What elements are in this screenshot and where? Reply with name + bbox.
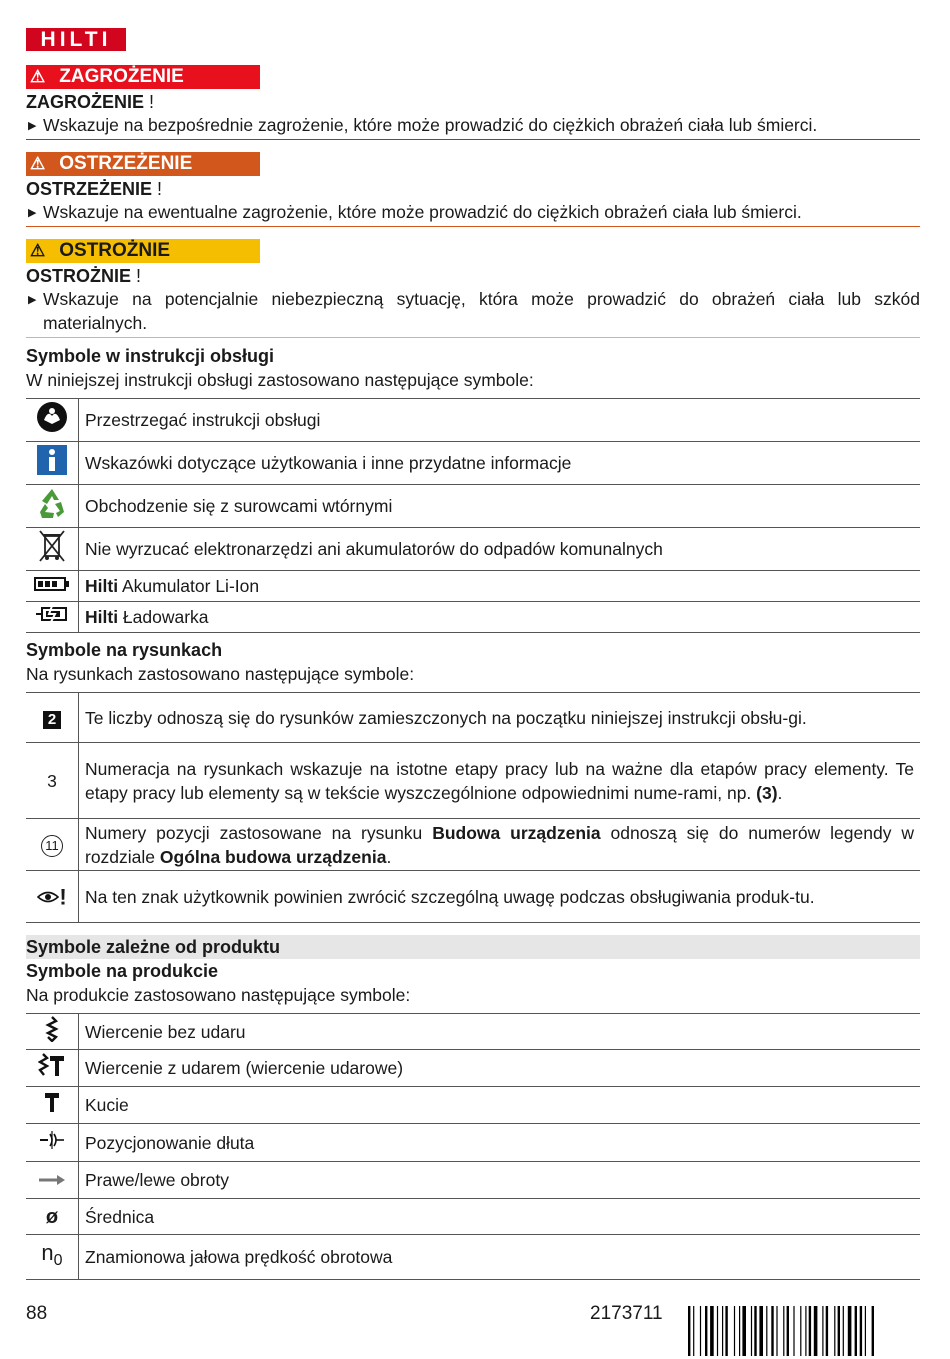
- figure-symbols-intro: Na rysunkach zastosowano następujące symbole:: [26, 664, 415, 684]
- caution-title: OSTROŻNIE !: [26, 266, 142, 286]
- table-row: [26, 528, 920, 571]
- product-symbols-heading: Symbole na produkcie: [26, 961, 219, 981]
- product-row-text: Pozycjonowanie dłuta: [79, 1124, 921, 1162]
- table-row: [26, 1235, 920, 1280]
- charger-icon: [26, 602, 79, 633]
- warning-triangle-icon: ⚠: [30, 154, 46, 173]
- recycle-icon: [26, 485, 79, 528]
- danger-divider: [26, 139, 920, 140]
- table-row: [26, 602, 920, 633]
- manual-symbols-intro: W niniejszej instrukcji obsługi zastosowano następujące symbole:: [26, 370, 534, 390]
- warning-banner: [26, 152, 260, 176]
- manual-row-text: Hilti Akumulator Li-Ion: [79, 571, 921, 602]
- product-row-text: Znamionowa jałowa prędkość obrotowa: [79, 1235, 921, 1280]
- manual-symbols-heading: Symbole w instrukcji obsługi: [26, 346, 275, 366]
- figure-symbols-section: [26, 638, 920, 923]
- danger-banner: [26, 65, 260, 89]
- product-row-text: Wiercenie z udarem (wiercenie udarowe): [79, 1050, 921, 1087]
- speed-icon: n0: [26, 1235, 79, 1280]
- product-row-text: Średnica: [79, 1199, 921, 1235]
- position-number-icon: 11: [26, 819, 79, 871]
- warning-triangle-icon: ⚠: [30, 67, 46, 86]
- warning-label: OSTRZEŻENIE: [59, 153, 193, 174]
- warning-divider: [26, 226, 920, 227]
- warning-title: OSTRZEŻENIE !: [26, 179, 163, 199]
- product-section-heading: Symbole zależne od produktu: [26, 935, 920, 959]
- danger-text: ▶ Wskazuje na bezpośrednie zagrożenie, które może prowadzić do ciężkich obrażeń ciała lub śmierci.: [26, 113, 920, 139]
- manual-symbols-table: [26, 398, 920, 633]
- table-row: [26, 442, 920, 485]
- diameter-icon: ø: [26, 1199, 79, 1235]
- chisel-position-icon: [26, 1124, 79, 1162]
- figure-number-icon: 2: [26, 693, 79, 743]
- hammer-drill-icon: [26, 1050, 79, 1087]
- warning-text: ▶ Wskazuje na ewentualne zagrożenie, które może prowadzić do ciężkich obrażeń ciała lub śmierci.: [26, 200, 920, 226]
- product-row-text: Kucie: [79, 1087, 921, 1124]
- drill-icon: [26, 1014, 79, 1050]
- manual-row-text: Przestrzegać instrukcji obsługi: [79, 399, 921, 442]
- crossed-bin-icon: [26, 528, 79, 571]
- figure-row-text: Te liczby odnoszą się do rysunków zamieszczonych na początku niniejszej instrukcji obsłu-gi.: [79, 693, 921, 743]
- manual-row-text: Obchodzenie się z surowcami wtórnymi: [79, 485, 921, 528]
- danger-title: ZAGROŻENIE !: [26, 92, 155, 112]
- caution-banner: [26, 239, 260, 263]
- barcode-icon: [688, 1306, 920, 1356]
- caution-text: ▶ Wskazuje na potencjalnie niebezpieczną sytuację, która może prowadzić do obrażeń ciała lub szkód materialnych.: [26, 287, 920, 337]
- danger-block: [26, 65, 920, 140]
- warning-triangle-icon: ⚠: [30, 241, 46, 260]
- figure-row-text: Numeracja na rysunkach wskazuje na istotne etapy pracy lub na ważne dla etapów pracy elementy. Te etapy pracy lub elementy są w tekście wyszczególnione odpowiednimi nume-rami, np. (3).: [79, 743, 921, 819]
- table-row: [26, 693, 920, 743]
- table-row: [26, 485, 920, 528]
- table-row: [26, 1124, 920, 1162]
- table-row: [26, 1087, 920, 1124]
- table-row: [26, 1014, 920, 1050]
- figure-row-text: Na ten znak użytkownik powinien zwrócić szczególną uwagę podczas obsługiwania produk-tu.: [79, 871, 921, 923]
- table-row: [26, 1162, 920, 1199]
- product-row-text: Wiercenie bez udaru: [79, 1014, 921, 1050]
- table-row: [26, 571, 920, 602]
- manual-row-text: Hilti Ładowarka: [79, 602, 921, 633]
- hilti-logo: HILTI: [26, 28, 126, 51]
- table-row: [26, 399, 920, 442]
- rotation-arrow-icon: [26, 1162, 79, 1199]
- product-symbols-table: [26, 1013, 920, 1280]
- manual-row-text: Wskazówki dotyczące użytkowania i inne przydatne informacje: [79, 442, 921, 485]
- step-number-icon: 3: [26, 743, 79, 819]
- table-row: [26, 819, 920, 871]
- info-icon: [26, 442, 79, 485]
- table-row: [26, 743, 920, 819]
- caution-divider: [26, 337, 920, 338]
- table-row: [26, 1050, 920, 1087]
- figure-row-text: Numery pozycji zastosowane na rysunku Budowa urządzenia odnoszą się do numerów legendy w rozdziale Ogólna budowa urządzenia.: [79, 819, 921, 871]
- battery-icon: [26, 571, 79, 602]
- chisel-icon: [26, 1087, 79, 1124]
- table-row: [26, 871, 920, 923]
- figure-symbols-heading: Symbole na rysunkach: [26, 640, 223, 660]
- product-row-text: Prawe/lewe obroty: [79, 1162, 921, 1199]
- page-number: 88: [26, 1303, 48, 1324]
- caution-block: [26, 239, 920, 338]
- read-manual-icon: [26, 399, 79, 442]
- manual-row-text: Nie wyrzucać elektronarzędzi ani akumulatorów do odpadów komunalnych: [79, 528, 921, 571]
- document-code: 2173711: [590, 1303, 663, 1324]
- figure-symbols-table: [26, 692, 920, 923]
- caution-label: OSTROŻNIE: [59, 240, 171, 261]
- warning-block: [26, 152, 920, 227]
- eye-attention-icon: !: [26, 871, 79, 923]
- product-symbols-section: [26, 935, 920, 1280]
- table-row: [26, 1199, 920, 1235]
- danger-label: ZAGROŻENIE: [59, 66, 184, 87]
- product-symbols-intro: Na produkcie zastosowano następujące symbole:: [26, 985, 411, 1005]
- manual-symbols-section: [26, 344, 920, 633]
